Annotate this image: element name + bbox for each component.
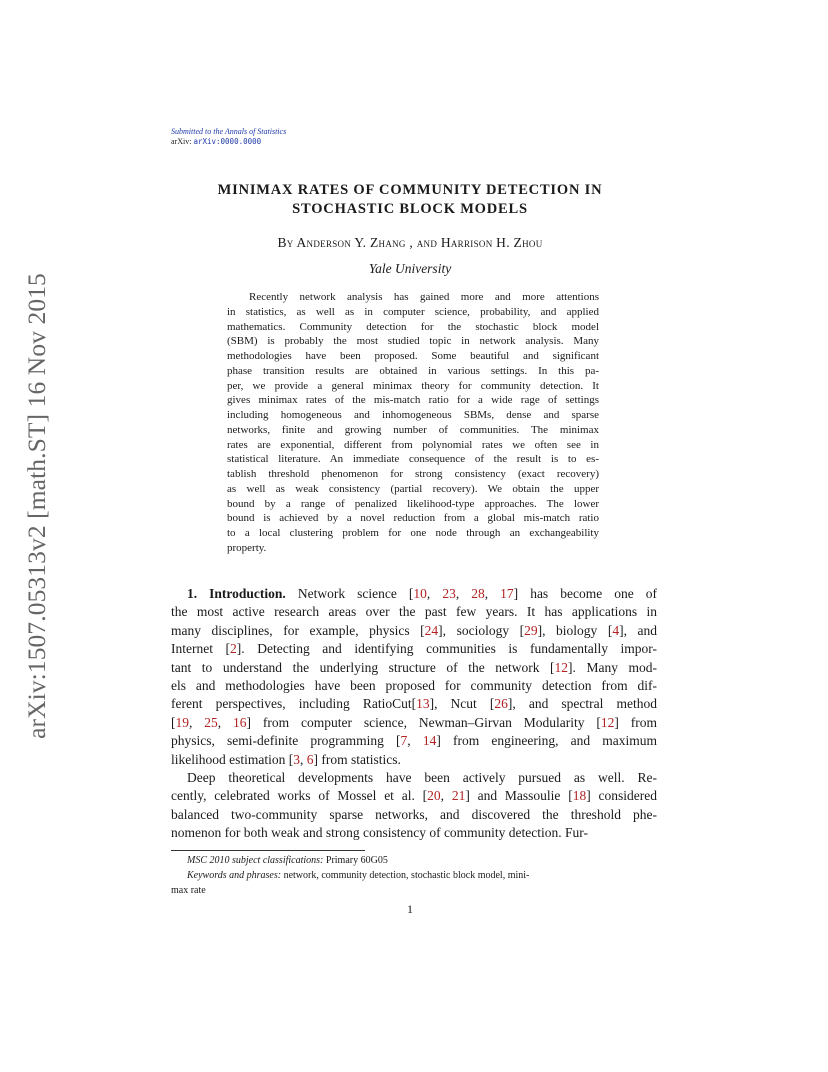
text-line [171, 787, 657, 805]
abstract-line: including homogeneous and inhomogeneous SBMs, dense and sparse [227, 409, 599, 421]
text-segment: ] and Massoulie [ [465, 788, 573, 804]
citation-link[interactable]: 3 [293, 751, 300, 767]
footnote-rule [171, 850, 365, 851]
abstract-line: as well as weak consistency (partial recovery). We obtain the upper [227, 482, 599, 495]
text-segment: ], biology [ [537, 622, 613, 638]
journal-header: Submitted to the Annals of Statistics [171, 127, 287, 136]
abstract-line: to a local clustering problem for one node through an exchangeability [227, 527, 599, 539]
page-number: 1 [407, 902, 413, 916]
text-segment: the most active research areas over the past few years. It has applications in [171, 604, 657, 620]
abstract-line: statistical literature. An immediate consequence of the result is to es- [227, 453, 599, 466]
citation-link[interactable]: 13 [416, 696, 430, 712]
abstract-line: tablish threshold phenomenon for strong consistency (exact recovery) [227, 468, 599, 480]
body-paragraph [171, 769, 657, 843]
text-segment: , [407, 733, 423, 749]
abstract-line: property. [227, 541, 267, 554]
citation-link[interactable]: 12 [600, 714, 615, 730]
citation-link[interactable]: 7 [400, 733, 408, 749]
abstract-line: bound is achieved by a novel reduction from a global mis-match ratio [227, 512, 599, 525]
abstract-line: phase transition results are obtained in various settings. In this pa- [227, 364, 599, 377]
arxiv-sidebar-stamp [22, 266, 52, 746]
citation-link[interactable]: 24 [424, 622, 439, 638]
abstract-line: networks, finite and growing number of communities. The minimax [227, 423, 599, 436]
citation-link[interactable]: 10 [413, 586, 427, 601]
text-segment: ], and spectral method [507, 696, 657, 712]
citation-link[interactable]: 29 [524, 622, 538, 638]
citation-link[interactable]: 2 [230, 641, 237, 657]
text-segment: , [455, 586, 472, 601]
arxiv-label: arXiv: [171, 137, 194, 146]
abstract-line: (SBM) is probably the most studied topic in network analysis. Many [227, 335, 599, 348]
text-segment: nomenon for both weak and strong consistency of community detection. Fur- [171, 825, 589, 841]
text-segment: , [440, 788, 452, 804]
abstract-line: in statistics, as well as in computer science, probability, and applied [227, 305, 599, 318]
authors: By Anderson Y. Zhang , and Harrison H. Zhou [277, 235, 543, 250]
msc-value: Primary 60G05 [323, 855, 388, 866]
citation-link[interactable]: 12 [554, 659, 569, 675]
keywords-label: Keywords and phrases: [187, 870, 282, 881]
affiliation: Yale University [368, 261, 452, 276]
citation-link[interactable]: 25 [204, 714, 218, 730]
text-segment: , [484, 586, 501, 601]
text-segment: ] from computer science, Newman–Girvan Modularity [ [246, 714, 601, 730]
footnotes [171, 853, 657, 898]
text-segment: ], sociology [ [438, 622, 525, 638]
citation-link[interactable]: 26 [494, 696, 508, 712]
text-segment: Network science [ [285, 586, 414, 601]
abstract-line: rates are exponential, different from polynomial rates we often see in [227, 438, 599, 451]
text-segment: , [426, 586, 443, 601]
msc-label: MSC 2010 subject classifications: [187, 855, 324, 866]
citation-link[interactable]: 4 [612, 622, 620, 638]
abstract-line: bound by a range of penalized likelihood-type approaches. The lower [227, 497, 599, 510]
abstract-line: mathematics. Community detection for the stochastic block model [227, 320, 599, 333]
text-line [171, 824, 657, 842]
text-line [171, 603, 657, 621]
text-segment: ] has become one of [513, 586, 658, 601]
citation-link[interactable]: 23 [442, 586, 456, 601]
paper-title [160, 181, 660, 219]
arxiv-id-link[interactable]: arXiv:0000.0000 [193, 137, 262, 146]
citation-link[interactable]: 21 [451, 788, 466, 804]
keywords-continued: max rate [171, 885, 206, 896]
text-line [171, 640, 657, 658]
text-segment: , [217, 714, 234, 730]
text-segment: Internet [ [171, 641, 231, 657]
arxiv-header [171, 137, 261, 146]
text-segment: , [189, 714, 205, 730]
text-line [171, 585, 657, 603]
text-line [171, 695, 657, 713]
text-segment: Deep theoretical developments have been actively pursued as well. Re- [187, 770, 657, 785]
keywords-footnote [171, 868, 657, 883]
text-segment: ] from [614, 714, 657, 730]
text-line [171, 732, 657, 750]
abstract-line: Recently network analysis has gained more and more attentions [249, 291, 599, 303]
text-line [171, 751, 657, 769]
citation-link[interactable]: 16 [233, 714, 247, 730]
title-line: STOCHASTIC BLOCK MODELS [292, 201, 528, 217]
text-segment: , [299, 751, 307, 767]
text-segment: els and methodologies have been proposed for community detection from dif- [171, 677, 657, 693]
msc-footnote [171, 853, 657, 868]
abstract-line: methodologies have been proposed. Some beautiful and significant [227, 350, 599, 362]
citation-link[interactable]: 28 [471, 586, 485, 601]
text-line [171, 622, 657, 640]
abstract [227, 290, 599, 556]
citation-link[interactable]: 19 [175, 714, 189, 730]
text-segment: ], Ncut [ [429, 696, 495, 712]
text-line [171, 659, 657, 677]
text-segment: tant to understand the underlying structure of the network [ [171, 659, 555, 675]
abstract-line: per, we provide a general minimax theory for community detection. It [227, 379, 599, 392]
citation-link[interactable]: 20 [427, 788, 441, 804]
section-heading: 1. Introduction. [187, 586, 286, 601]
abstract-line: gives minimax rates of the mis-match ratio for a wide rage of settings [227, 394, 599, 407]
text-segment: ] from statistics. [313, 751, 401, 767]
introduction-section [171, 585, 657, 769]
citation-link[interactable]: 6 [306, 751, 314, 767]
text-line [171, 714, 657, 732]
text-segment: ] from engineering, and maximum [436, 733, 658, 749]
text-segment: ]. Detecting and identifying communities is fundamentally impor- [236, 641, 657, 657]
text-segment: ]. Many mod- [568, 659, 657, 675]
text-segment: ] considered [586, 788, 658, 804]
text-segment: [ [171, 714, 176, 730]
text-segment: ferent perspectives, including RatioCut[ [171, 696, 417, 712]
keywords-value: network, community detection, stochastic block model, mini- [281, 870, 530, 881]
text-segment: balanced two-community sparse networks, and discovered the threshold phe- [171, 806, 657, 822]
text-line [171, 806, 657, 824]
text-line [171, 677, 657, 695]
citation-link[interactable]: 14 [422, 733, 437, 749]
arxiv-stamp-text: arXiv:1507.05313v2 [math.ST] 16 Nov 2015 [22, 273, 51, 739]
title-line: MINIMAX RATES OF COMMUNITY DETECTION IN [217, 182, 603, 198]
text-segment: physics, semi-definite programming [ [171, 733, 401, 749]
text-segment: likelihood estimation [ [171, 751, 294, 767]
citation-link[interactable]: 18 [572, 788, 587, 804]
text-line [171, 769, 657, 787]
citation-link[interactable]: 17 [500, 586, 514, 601]
text-segment: ], and [619, 622, 657, 638]
text-segment: many disciplines, for example, physics [ [171, 622, 425, 638]
text-segment: cently, celebrated works of Mossel et al. [ [171, 788, 428, 804]
